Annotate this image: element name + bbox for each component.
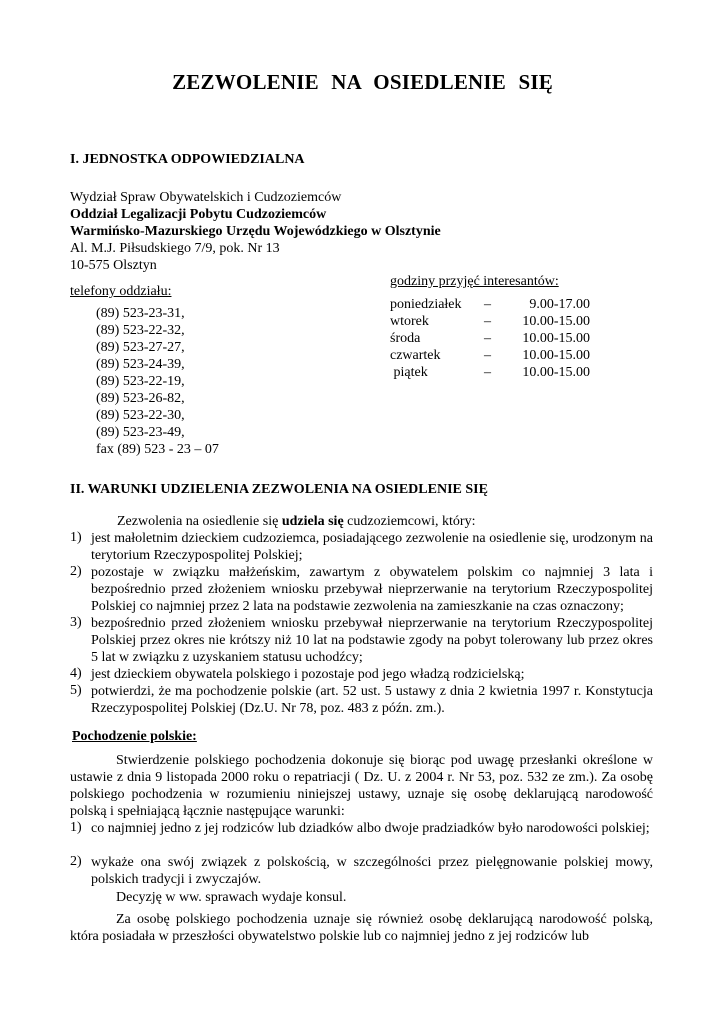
hours-time: 10.00-15.00 bbox=[522, 314, 590, 329]
section-3-heading: Pochodzenie polskie: bbox=[72, 729, 197, 744]
origin-condition-text: wykaże ona swój związek z polskością, w szczególności przez pielęgnowanie polskiej mowy, polskich tradycji i zwyczajów. bbox=[91, 855, 653, 887]
phone-number: (89) 523-27-27, bbox=[96, 340, 185, 355]
intro-text: Zezwolenia na osiedlenie się bbox=[117, 514, 282, 529]
condition-text: bezpośrednio przed złożeniem wniosku przebywał nieprzerwanie na terytorium Rzeczypospolitej Polskiej przez okres nie krótszy niż 10 lat na podstawie zgody na pobyt tolerowany lub przez okres 5 lat w związku z uzyskaniem statusu uchodźcy; bbox=[91, 616, 653, 665]
address-line-2: 10-575 Olsztyn bbox=[70, 258, 157, 273]
phones-label: telefony oddziału: bbox=[70, 284, 172, 299]
phone-number: (89) 523-23-49, bbox=[96, 425, 185, 440]
condition-text: jest małoletnim dzieckiem cudzoziemca, posiadającego zezwolenie na osiedlenie się, urodzonym na terytorium Rzeczypospolitej Polskiej; bbox=[91, 531, 653, 563]
origin-condition-text: co najmniej jedno z jej rodziców lub dziadków albo dwoje pradziadków było narodowości polskiej; bbox=[91, 821, 650, 836]
hours-label: godziny przyjęć interesantów: bbox=[390, 274, 559, 289]
document-title: ZEZWOLENIE NA OSIEDLENIE SIĘ bbox=[172, 70, 553, 94]
hours-dash: – bbox=[484, 314, 491, 329]
hours-day: środa bbox=[390, 331, 421, 346]
origin-condition-number: 1) bbox=[70, 820, 82, 835]
unit-line-2: Oddział Legalizacji Pobytu Cudzoziemców bbox=[70, 207, 327, 222]
hours-row bbox=[390, 348, 590, 365]
condition-number: 1) bbox=[70, 530, 82, 545]
condition-text: potwierdzi, że ma pochodzenie polskie (art. 52 ust. 5 ustawy z dnia 2 kwietnia 1997 r. Konstytucja Rzeczypospolitej Polskiej (Dz.U. Nr 78, poz. 483 z późn. zm.). bbox=[91, 684, 653, 716]
hours-time: 10.00-15.00 bbox=[522, 365, 590, 380]
intro-bold-text: udziela się bbox=[281, 514, 344, 529]
condition-text: pozostaje w związku małżeńskim, zawartym z obywatelem polskim co najmniej 3 lata i bezpośrednio przed złożeniem wniosku przebywał nieprzerwanie na terytorium Rzeczypospolitej Polskiej co najmniej przez 2 lata na podstawie zezwolenia na zamieszkanie na czas oznaczony; bbox=[91, 565, 653, 614]
decision-note: Decyzję w ww. sprawach wydaje konsul. bbox=[116, 890, 347, 905]
hours-row bbox=[390, 331, 590, 348]
phone-number: (89) 523-22-30, bbox=[96, 408, 185, 423]
condition-number: 5) bbox=[70, 683, 82, 698]
origin-condition-number: 2) bbox=[70, 854, 82, 869]
hours-day: czwartek bbox=[390, 348, 441, 363]
hours-time: 9.00-17.00 bbox=[529, 297, 590, 312]
condition-number: 2) bbox=[70, 564, 82, 579]
hours-dash: – bbox=[484, 365, 491, 380]
phone-number: (89) 523-24-39, bbox=[96, 357, 185, 372]
condition-number: 4) bbox=[70, 666, 82, 681]
hours-day: piątek bbox=[390, 365, 428, 380]
section-1-heading: I. JEDNOSTKA ODPOWIEDZIALNA bbox=[70, 152, 305, 167]
phone-number: (89) 523-26-82, bbox=[96, 391, 185, 406]
fax-number: fax (89) 523 - 23 – 07 bbox=[96, 442, 219, 457]
hours-day: wtorek bbox=[390, 314, 429, 329]
section-2-intro bbox=[117, 513, 475, 530]
hours-dash: – bbox=[484, 297, 491, 312]
hours-dash: – bbox=[484, 348, 491, 363]
intro-text-end: cudzoziemcowi, który: bbox=[343, 514, 476, 529]
address-line-1: Al. M.J. Piłsudskiego 7/9, pok. Nr 13 bbox=[70, 241, 280, 256]
phone-number: (89) 523-22-32, bbox=[96, 323, 185, 338]
hours-day: poniedziałek bbox=[390, 297, 462, 312]
section-2-heading: II. WARUNKI UDZIELENIA ZEZWOLENIA NA OSIEDLENIE SIĘ bbox=[70, 482, 488, 497]
unit-line-1: Wydział Spraw Obywatelskich i Cudzoziemców bbox=[70, 190, 342, 205]
hours-row bbox=[390, 365, 590, 382]
phone-number: (89) 523-23-31, bbox=[96, 306, 185, 321]
hours-row bbox=[390, 314, 590, 331]
origin-paragraph-2: Za osobę polskiego pochodzenia uznaje się również osobę deklarującą narodowość polską, która posiadała w przeszłości obywatelstwo polskie lub co najmniej jedno z jej rodziców lub bbox=[70, 912, 653, 944]
condition-text: jest dzieckiem obywatela polskiego i pozostaje pod jego władzą rodzicielską; bbox=[91, 667, 525, 682]
hours-row bbox=[390, 297, 590, 314]
condition-number: 3) bbox=[70, 615, 82, 630]
phone-number: (89) 523-22-19, bbox=[96, 374, 185, 389]
hours-dash: – bbox=[484, 331, 491, 346]
hours-time: 10.00-15.00 bbox=[522, 331, 590, 346]
hours-time: 10.00-15.00 bbox=[522, 348, 590, 363]
unit-line-3: Warmińsko-Mazurskiego Urzędu Wojewódzkiego w Olsztynie bbox=[70, 224, 441, 239]
origin-paragraph: Stwierdzenie polskiego pochodzenia dokonuje się biorąc pod uwagę przesłanki określone w ustawie z dnia 9 listopada 2000 roku o repatriacji ( Dz. U. z 2004 r. Nr 53, poz. 532 ze zm.). Za osobę polskiego pochodzenia w rozumieniu niniejszej ustawy, uznaje się osobę deklarującą narodowość polską i spełniającą łącznie następujące warunki: bbox=[70, 753, 653, 819]
